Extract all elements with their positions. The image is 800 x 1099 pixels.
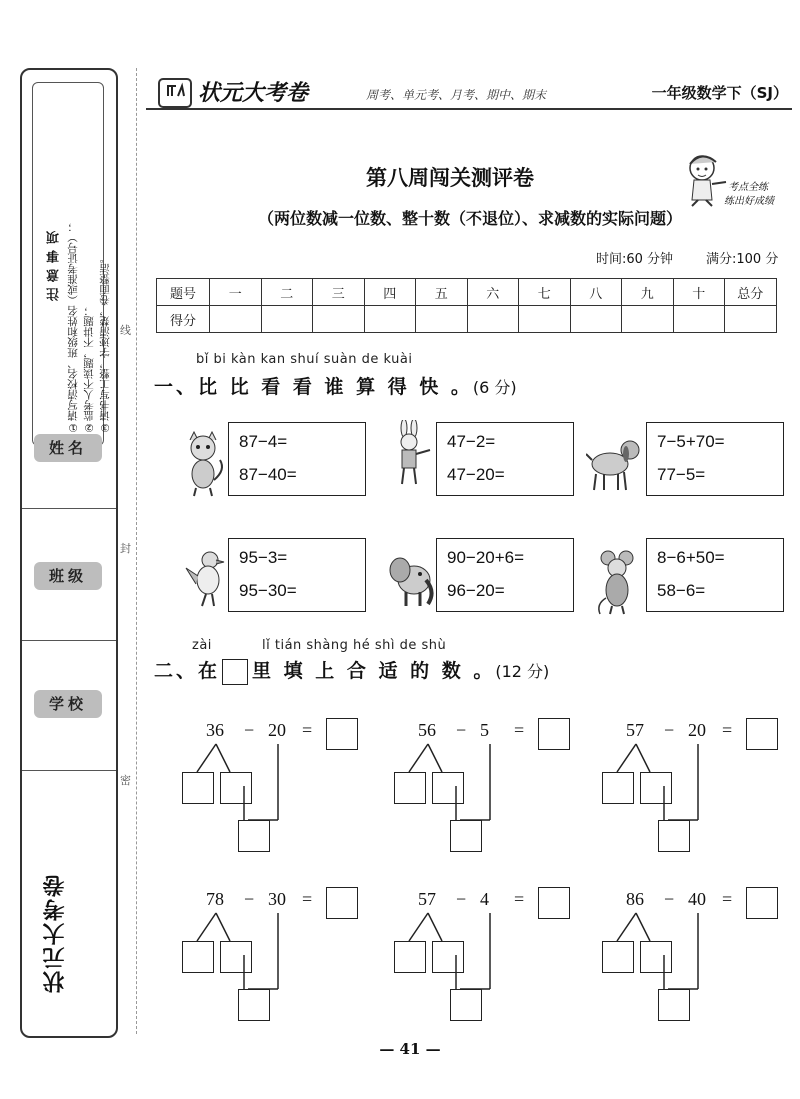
dog-icon — [586, 430, 642, 500]
answer-box[interactable] — [326, 718, 358, 750]
connector-line — [428, 913, 442, 941]
sidebar — [20, 68, 118, 1038]
score-header-cell: 四 — [364, 279, 416, 306]
calc-expression: 47−2= — [447, 432, 496, 451]
notice-line-3: ③请书写工整，字迹清楚，卷面整洁。 — [99, 253, 111, 433]
minuend: 57 — [626, 720, 644, 740]
score-header-cell: 九 — [622, 279, 674, 306]
connector-line — [409, 744, 428, 772]
calc-group-6 — [646, 538, 784, 612]
equals-sign: = — [302, 889, 313, 909]
score-header-cell: 七 — [519, 279, 571, 306]
connector-line — [197, 913, 216, 941]
notice-box — [32, 82, 111, 446]
minus-sign: − — [456, 889, 467, 909]
score-table — [156, 278, 777, 333]
connector-lines — [596, 907, 716, 1017]
minus-sign: − — [664, 720, 675, 740]
school-label: 学校 — [34, 690, 102, 718]
score-row-label: 得分 — [157, 306, 210, 333]
answer-box[interactable] — [326, 887, 358, 919]
score-header-cell: 一 — [210, 279, 262, 306]
page-number: — 41 — — [379, 1040, 441, 1058]
notice-line-1: ①请写清校名、班级和姓名（或准考证号）； — [67, 221, 79, 433]
minuend: 36 — [206, 720, 224, 740]
score-header-cell: 总分 — [725, 279, 777, 306]
connector-lines — [176, 738, 296, 848]
score-cell[interactable] — [519, 306, 571, 333]
notice-line-2: ②监考人不读题，不讲题； — [83, 305, 95, 433]
calc-group-5 — [436, 538, 574, 612]
score-cell[interactable] — [210, 306, 262, 333]
minuend: 78 — [206, 889, 224, 909]
cat-icon — [180, 430, 228, 500]
calc-expression: 7−5+70= — [657, 432, 725, 451]
section2-title-prefix: 二、在 — [154, 660, 221, 682]
section2-points: (12 分) — [495, 662, 550, 681]
header — [146, 74, 792, 110]
score-table-header-row — [157, 279, 777, 306]
section1-title — [154, 372, 517, 399]
time-limit: 时间:60 分钟 — [596, 252, 674, 267]
section2-title-suffix: 里 填 上 合 适 的 数 。 — [252, 660, 496, 682]
score-cell[interactable] — [570, 306, 622, 333]
connector-lines — [176, 907, 296, 1017]
answer-box[interactable] — [746, 887, 778, 919]
cut-mark: 密 — [120, 774, 131, 787]
answer-box[interactable] — [746, 718, 778, 750]
calc-group-1 — [228, 422, 366, 496]
subtrahend: 40 — [688, 889, 706, 909]
connector-line — [409, 913, 428, 941]
connector-line — [636, 744, 650, 772]
section1-title-text: 一、比 比 看 看 谁 算 得 快 。 — [154, 376, 473, 398]
score-cell[interactable] — [313, 306, 365, 333]
connector-line — [617, 913, 636, 941]
connector-line — [428, 744, 442, 772]
minus-sign: − — [244, 889, 255, 909]
class-label: 班级 — [34, 562, 102, 590]
calc-expression: 95−30= — [239, 581, 297, 600]
subtrahend: 30 — [268, 889, 286, 909]
score-cell[interactable] — [261, 306, 313, 333]
subtrahend: 4 — [480, 889, 489, 909]
connector-lines — [596, 738, 716, 848]
connector-line — [636, 913, 650, 941]
equals-sign: = — [514, 720, 525, 740]
score-header-cell: 十 — [673, 279, 725, 306]
minus-sign: − — [456, 720, 467, 740]
calc-expression: 58−6= — [657, 581, 706, 600]
grade-label: 一年级数学下（SJ） — [651, 84, 788, 102]
minuend: 56 — [418, 720, 436, 740]
cut-mark: 封 — [120, 542, 131, 555]
subtrahend: 20 — [268, 720, 286, 740]
section2-title — [154, 656, 549, 685]
score-cell[interactable] — [416, 306, 468, 333]
score-header-cell: 二 — [261, 279, 313, 306]
boy-mascot-icon — [684, 148, 784, 210]
sidebar-divider — [22, 640, 116, 641]
score-cell[interactable] — [673, 306, 725, 333]
calc-expression: 95−3= — [239, 548, 288, 567]
page-title: 第八周闯关测评卷 — [366, 165, 534, 190]
section2-pinyin-right: lǐ tián shàng hé shì de shù — [262, 638, 447, 653]
subtrahend: 20 — [688, 720, 706, 740]
page-subtitle: （两位数减一位数、整十数（不退位）、求减数的实际问题） — [257, 209, 682, 228]
blank-square-icon — [222, 659, 248, 685]
connector-line — [216, 744, 230, 772]
connector-line — [197, 744, 216, 772]
score-cell[interactable] — [364, 306, 416, 333]
answer-box[interactable] — [538, 887, 570, 919]
equals-sign: = — [722, 720, 733, 740]
equals-sign: = — [722, 889, 733, 909]
score-header-cell: 六 — [467, 279, 519, 306]
connector-line — [216, 913, 230, 941]
calc-expression: 87−40= — [239, 465, 297, 484]
section1-pinyin: bǐ bi kàn kan shuí suàn de kuài — [196, 352, 413, 367]
calc-expression: 87−4= — [239, 432, 288, 451]
connector-lines — [388, 738, 508, 848]
badge-line-1: 考点全练 — [728, 182, 768, 193]
mouse-icon — [594, 548, 642, 618]
answer-box[interactable] — [538, 718, 570, 750]
section2-pinyin-left: zài — [192, 638, 212, 653]
sidebar-divider — [22, 508, 116, 509]
notice-heading: 注意事项 — [47, 225, 62, 301]
subtrahend: 5 — [480, 720, 489, 740]
calc-expression: 90−20+6= — [447, 548, 525, 567]
name-label: 姓名 — [34, 434, 102, 462]
calc-group-3 — [646, 422, 784, 496]
score-header-cell: 八 — [570, 279, 622, 306]
header-brand: 状元大考卷 — [198, 81, 309, 106]
full-score: 满分:100 分 — [706, 252, 779, 267]
score-cell[interactable] — [622, 306, 674, 333]
score-cell[interactable] — [725, 306, 777, 333]
connector-line — [617, 744, 636, 772]
score-table-score-row — [157, 306, 777, 333]
calc-expression: 8−6+50= — [657, 548, 725, 567]
equals-sign: = — [514, 889, 525, 909]
score-header-cell: 三 — [313, 279, 365, 306]
score-cell[interactable] — [467, 306, 519, 333]
minus-sign: − — [244, 720, 255, 740]
score-header-cell: 题号 — [157, 279, 210, 306]
connector-lines — [388, 907, 508, 1017]
calc-expression: 47−20= — [447, 465, 505, 484]
exam-types: 周考、单元考、月考、期中、期末 — [366, 88, 547, 102]
sidebar-brand: 状元大考卷 — [43, 873, 68, 993]
calc-expression: 77−5= — [657, 465, 706, 484]
minuend: 86 — [626, 889, 644, 909]
minuend: 57 — [418, 889, 436, 909]
calc-group-4 — [228, 538, 366, 612]
cut-line — [136, 68, 137, 1034]
equals-sign: = — [302, 720, 313, 740]
section1-points: (6 分) — [472, 378, 517, 397]
calc-expression: 96−20= — [447, 581, 505, 600]
rabbit-icon — [390, 420, 438, 490]
badge-line-2: 练出好成绩 — [724, 196, 774, 207]
sidebar-divider — [22, 770, 116, 771]
elephant-icon — [386, 552, 436, 622]
score-header-cell: 五 — [416, 279, 468, 306]
calc-group-2 — [436, 422, 574, 496]
cut-mark: 线 — [120, 324, 131, 337]
logo-icon — [158, 78, 192, 108]
minus-sign: − — [664, 889, 675, 909]
bird-icon — [184, 548, 232, 618]
